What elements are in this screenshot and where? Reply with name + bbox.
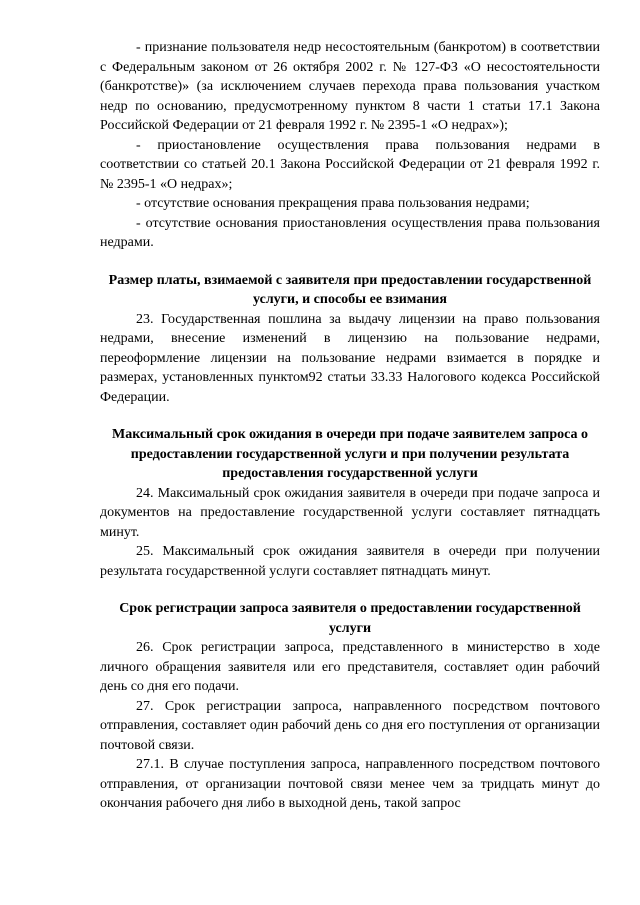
paragraph-no-termination-basis: - отсутствие основания прекращения права пользования недрами; (136, 196, 530, 211)
paragraph-24: 24. Максимальный срок ожидания заявителя в очереди при подаче запроса и документов на предоставление государственной услуги составляет пятнадцать минут. (100, 485, 600, 540)
paragraph-26: 26. Срок регистрации запроса, представленного в министерство в ходе личного обращения заявителя или его представителя, составляет один рабочий день со дня его подачи. (100, 640, 600, 694)
heading-queue-time: Максимальный срок ожидания в очереди при подаче заявителем запроса о предоставлении государственной услуги и при получении результата предоставления государственной услуги (111, 427, 588, 481)
paragraph-23: 23. Государственная пошлина за выдачу лицензии на право пользования недрами, внесение изменений в лицензию на пользование недрами, переоформление лицензии на пользование недрами взимается в порядке и размерах, установленных пунктом92 статьи 33.33 Налогового кодекса Российской Федерации. (100, 311, 600, 405)
spacer (100, 407, 600, 425)
paragraph-25: 25. Максимальный срок ожидания заявителя в очереди при получении результата государственной услуги составляет пятнадцать минут. (100, 544, 600, 579)
paragraph-no-suspension-basis: - отсутствие основания приостановления осуществления права пользования недрами. (100, 215, 600, 250)
heading-registration-time: Срок регистрации запроса заявителя о предоставлении государственной услуги (119, 601, 581, 636)
paragraph-bankruptcy: - признание пользователя недр несостоятельным (банкротом) в соответствии с Федеральным законом от 26 октября 2002 г. № 127-ФЗ «О несостоятельности (банкротстве)» (за исключением случаев перехода права пользования участком недр по основанию, предусмотренному пунктом 8 части 1 статьи 17.1 Закона Российской Федерации от 21 февраля 1992 г. № 2395-1 «О недрах»); (100, 40, 600, 133)
heading-fee: Размер платы, взимаемой с заявителя при предоставлении государственной услуги, и способы ее взимания (108, 272, 592, 307)
paragraph-suspension: - приостановление осуществления права пользования недрами в соответствии со статьей 20.1 Закона Российской Федерации от 21 февраля 1992 г. № 2395-1 «О недрах»; (100, 137, 600, 192)
document-page (100, 38, 600, 814)
paragraph-27-1: 27.1. В случае поступления запроса, направленного посредством почтового отправления, от организации почтовой связи менее чем за тридцать минут до окончания рабочего дня либо в выходной день, такой запрос (100, 757, 600, 811)
spacer (100, 581, 600, 599)
paragraph-27: 27. Срок регистрации запроса, направленного посредством почтового отправления, составляет один рабочий день со дня его поступления от организации почтовой связи. (100, 698, 600, 753)
spacer (100, 253, 600, 271)
